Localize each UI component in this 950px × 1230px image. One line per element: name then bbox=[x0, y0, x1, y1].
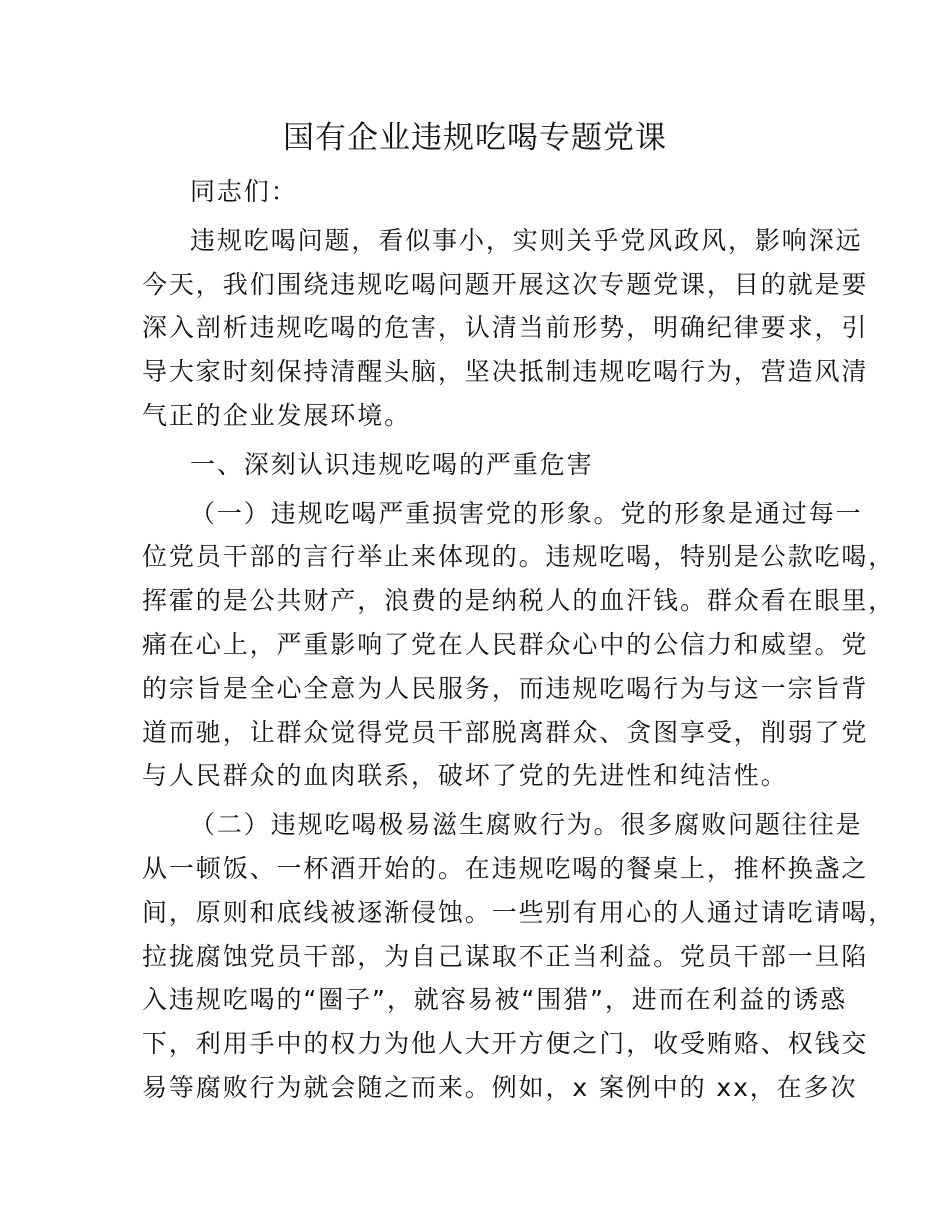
text-line: （二）违规吃喝极易滋生腐败行为。很多腐败问题往往是 bbox=[190, 810, 863, 840]
text-line: （一）违规吃喝严重损害党的形象。党的形象是通过每一 bbox=[190, 498, 863, 528]
text-line: 违规吃喝问题，看似事小，实则关乎党风政风，影响深远 bbox=[190, 225, 863, 255]
text-line: 的宗旨是全心全意为人民服务，而违规吃喝行为与这一宗旨背 bbox=[142, 673, 869, 703]
text-line: 与人民群众的血肉联系，破坏了党的先进性和纯洁性。 bbox=[142, 761, 788, 791]
paragraph bbox=[142, 170, 834, 214]
paragraph bbox=[142, 443, 834, 487]
document-body bbox=[142, 170, 896, 1115]
text-line: 一、深刻认识违规吃喝的严重危害 bbox=[190, 449, 594, 479]
text-line: 痛在心上，严重影响了党在人民群众心中的公信力和威望。党 bbox=[142, 629, 869, 659]
text-line: 道而驰，让群众觉得党员干部脱离群众、贪图享受，削弱了党 bbox=[142, 717, 869, 747]
paragraph bbox=[142, 492, 896, 799]
text-line: 气正的企业发展环境。 bbox=[142, 400, 412, 430]
document-title: 国有企业违规吃喝专题党课 bbox=[283, 120, 667, 156]
paragraph bbox=[142, 219, 869, 438]
text-line: 入违规吃喝的“圈子”，就容易被“围猎”，进而在利益的诱惑 bbox=[142, 985, 848, 1015]
text-line: 导大家时刻保持清醒头脑，坚决抵制违规吃喝行为，营造风清 bbox=[142, 357, 869, 387]
text-line: 拉拢腐蚀党员干部，为自己谋取不正当利益。党员干部一旦陷 bbox=[142, 941, 869, 971]
text-line: 深入剖析违规吃喝的危害，认清当前形势，明确纪律要求，引 bbox=[142, 313, 869, 343]
text-line: 易等腐败行为就会随之而来。例如，x 案例中的 xx，在多次 bbox=[142, 1072, 858, 1102]
text-line: 今天，我们围绕违规吃喝问题开展这次专题党课，目的就是要 bbox=[142, 269, 869, 299]
text-line: 下，利用手中的权力为他人大开方便之门，收受贿赂、权钱交 bbox=[142, 1029, 869, 1059]
text-line: 从一顿饭、一杯酒开始的。在违规吃喝的餐桌上，推杯换盏之 bbox=[142, 853, 869, 883]
text-line: 位党员干部的言行举止来体现的。违规吃喝，特别是公款吃喝， bbox=[142, 542, 896, 572]
text-line: 间，原则和底线被逐渐侵蚀。一些别有用心的人通过请吃请喝， bbox=[142, 897, 896, 927]
text-line: 挥霍的是公共财产，浪费的是纳税人的血汗钱。群众看在眼里， bbox=[142, 586, 896, 616]
text-line: 同志们： bbox=[190, 177, 298, 206]
paragraph bbox=[142, 803, 896, 1110]
